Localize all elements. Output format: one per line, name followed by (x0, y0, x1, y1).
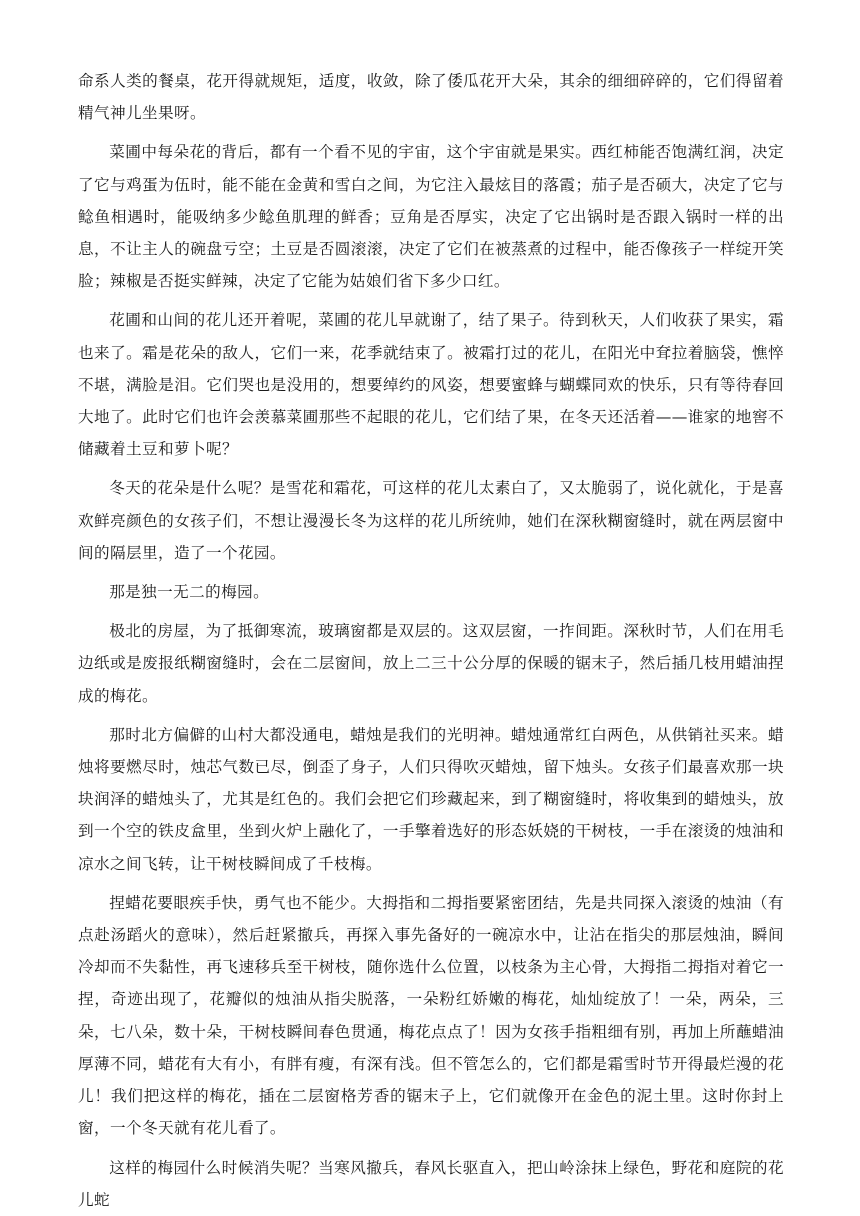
paragraph-7: 那时北方偏僻的山村大都没通电，蜡烛是我们的光明神。蜡烛通常红白两色，从供销社买来。蜡烛将要燃尽时，烛芯气数已尽，倒歪了身子，人们只得吹灭蜡烛，留下烛头。女孩子们最喜欢那一块块润泽的蜡烛头了，尤其是红色的。我们会把它们珍藏起来，到了糊窗缝时，将收集到的蜡烛头，放到一个空的铁皮盒里，坐到火炉上融化了，一手擎着选好的形态妖娆的干树枝，一手在滚烫的烛油和凉水之间飞转，让干树枝瞬间成了千枝梅。 (78, 725, 784, 873)
paragraph-8: 捏蜡花要眼疾手快，勇气也不能少。大拇指和二拇指要紧密团结，先是共同探入滚烫的烛油（有点赴汤蹈火的意味），然后赶紧撤兵，再探入事先备好的一碗凉水中，让沾在指尖的那层烛油，瞬间冷却而不失黏性，再飞速移兵至干树枝，随你选什么位置，以枝条为主心骨，大拇指二拇指对着它一捏，奇迹出现了，花瓣似的烛油从指尖脱落，一朵粉红娇嫩的梅花，灿灿绽放了！一朵，两朵，三朵，七八朵，数十朵，干树枝瞬间春色贯通，梅花点点了！因为女孩手指粗细有别，再加上所蘸蜡油厚薄不同，蜡花有大有小，有胖有瘦，有深有浅。但不管怎么的，它们都是霜雪时节开得最烂漫的花儿！我们把这样的梅花，插在二层窗格芳香的锯末子上，它们就像开在金色的泥土里。这时你封上窗，一个冬天就有花儿看了。 (78, 893, 784, 1138)
paragraph-2: 菜圃中每朵花的背后，都有一个看不见的宇宙，这个宇宙就是果实。西红柿能否饱满红润，决定了它与鸡蛋为伍时，能不能在金黄和雪白之间，为它注入最炫目的落霞；茄子是否硕大，决定了它与鲶鱼相遇时，能吸纳多少鲶鱼肌理的鲜香；豆角是否厚实，决定了它出锅时是否跟入锅时一样的出息，不让主人的碗盘亏空；土豆是否圆滚滚，决定了它们在被蒸煮的过程中，能否像孩子一样绽开笑脸；辣椒是否挺实鲜辣，决定了它能为姑娘们省下多少口红。 (78, 143, 784, 291)
paragraph-1: 命系人类的餐桌，花开得就规矩，适度，收敛，除了倭瓜花开大朵，其余的细细碎碎的，它们得留着精气神儿坐果呀。 (78, 72, 784, 123)
paragraph-4: 冬天的花朵是什么呢？是雪花和霜花，可这样的花儿太素白了，又太脆弱了，说化就化，于是喜欢鲜亮颜色的女孩子们，不想让漫漫长冬为这样的花儿所统帅，她们在深秋糊窗缝时，就在两层窗中间的隔层里，造了一个花园。 (78, 479, 784, 562)
paragraph-5: 那是独一无二的梅园。 (109, 583, 270, 602)
paragraph-3: 花圃和山间的花儿还开着呢，菜圃的花儿早就谢了，结了果子。待到秋天，人们收获了果实，霜也来了。霜是花朵的敌人，它们一来，花季就结束了。被霜打过的花儿，在阳光中耷拉着脑袋，憔悴不堪，满脸是泪。它们哭也是没用的，想要绰约的风姿，想要蜜蜂与蝴蝶同欢的快乐，只有等待春回大地了。此时它们也许会羡慕菜圃那些不起眼的花儿，它们结了果，在冬天还活着——谁家的地窖不储藏着土豆和萝卜呢？ (78, 311, 784, 459)
paragraph-6: 极北的房屋，为了抵御寒流，玻璃窗都是双层的。这双层窗，一拃间距。深秋时节，人们在用毛边纸或是废报纸糊窗缝时，会在二层窗间，放上二三十公分厚的保暖的锯末子，然后插几枝用蜡油捏成的梅花。 (78, 622, 784, 705)
paragraph-9: 这样的梅园什么时候消失呢？当寒风撤兵，春风长驱直入，把山岭涂抹上绿色，野花和庭院的花儿蛇 (78, 1158, 784, 1209)
